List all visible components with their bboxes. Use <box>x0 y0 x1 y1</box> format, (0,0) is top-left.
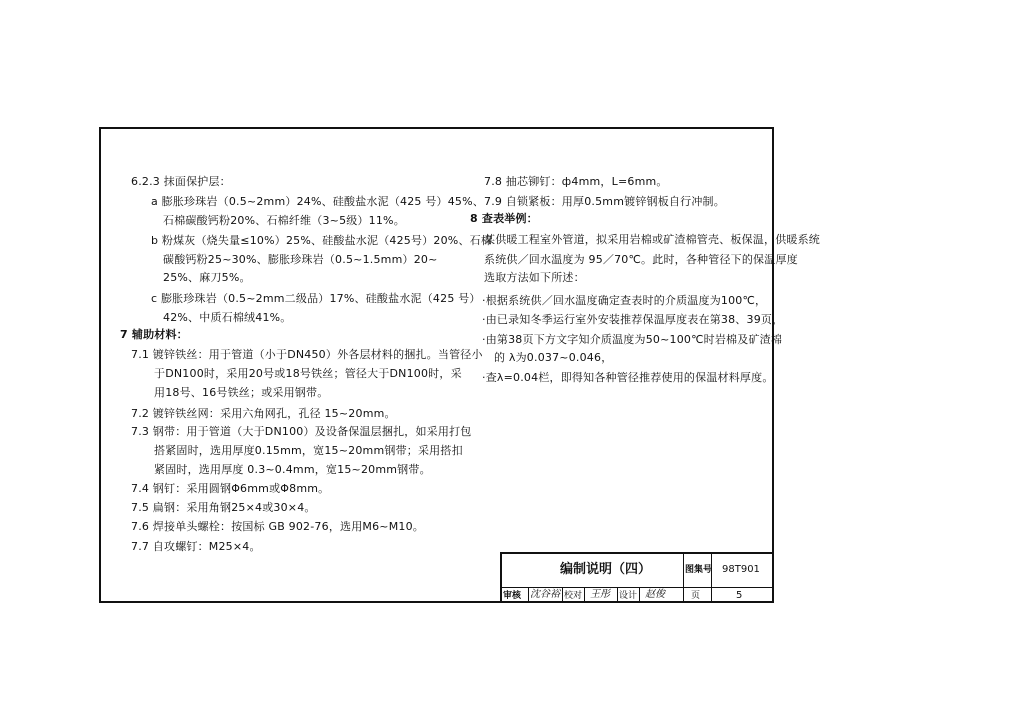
text-line: 25%、麻刀5%。 <box>163 271 251 284</box>
atlas-number-label: 图集号 <box>685 565 713 575</box>
check-label: 校对 <box>564 591 583 601</box>
title-block <box>500 552 774 603</box>
text-line: 7.4 钢钉：采用圆钢Φ6mm或Φ8mm。 <box>131 482 330 495</box>
text-line: 于DN100时，采用20号或18号铁丝；管径大于DN100时，采 <box>154 367 462 380</box>
page-label: 页 <box>691 591 701 601</box>
text-line: a 膨胀珍珠岩（0.5~2mm）24%、硅酸盐水泥（425 号）45%、 <box>151 195 484 208</box>
text-line: 7.3 钢带：用于管道（大于DN100）及设备保温层捆扎，如采用打包 <box>131 425 472 438</box>
text-line: ·由已录知冬季运行室外安装推荐保温厚度表在第38、39页， <box>482 313 784 326</box>
text-line: 6.2.3 抹面保护层： <box>131 175 231 188</box>
text-line: 系统供／回水温度为 95／70℃。此时，各种管径下的保温厚度 <box>484 253 798 266</box>
design-signature: 赵俊 <box>645 589 665 600</box>
atlas-number: 98T901 <box>722 564 760 575</box>
text-line: 用18号、16号铁丝；或采用钢带。 <box>154 386 329 399</box>
text-line: 搭紧固时，选用厚度0.15mm，宽15~20mm钢带；采用搭扣 <box>154 444 463 457</box>
page-number: 5 <box>736 590 743 601</box>
text-line: c 膨胀珍珠岩（0.5~2mm二级品）17%、硅酸盐水泥（425 号） <box>151 292 481 305</box>
text-line: 42%、中质石棉绒41%。 <box>163 311 292 324</box>
text-line: b 粉煤灰（烧失量≤10%）25%、硅酸盐水泥（425号）20%、石棉 <box>151 234 493 247</box>
text-line: 的 λ为0.037~0.046， <box>494 351 613 364</box>
text-line: 选取方法如下所述： <box>484 271 585 284</box>
review-signature: 沈谷裕 <box>530 589 560 600</box>
review-label: 审核 <box>503 591 522 601</box>
section-heading: 8 查表举例： <box>470 212 538 225</box>
text-line: ·由第38页下方文字知介质温度为50~100℃时岩棉及矿渣棉 <box>482 333 783 346</box>
text-line: 石棉碳酸钙粉20%、石棉纤维（3~5级）11%。 <box>163 214 405 227</box>
text-line: 7.8 抽芯铆钉：ф4mm，L=6mm。 <box>484 175 668 188</box>
text-line: 7.6 焊接单头螺栓：按国标 GB 902-76，选用M6~M10。 <box>131 520 425 533</box>
text-line: ·查λ=0.04栏，即得知各种管径推荐使用的保温材料厚度。 <box>482 371 774 384</box>
design-label: 设计 <box>619 591 638 601</box>
check-signature: 王彤 <box>590 589 610 600</box>
text-line: 7.9 自锁紧板：用厚0.5mm镀锌钢板自行冲制。 <box>484 195 725 208</box>
text-line: 碳酸钙粉25~30%、膨胀珍珠岩（0.5~1.5mm）20~ <box>163 253 438 266</box>
section-heading: 7 辅助材料： <box>120 328 188 341</box>
text-line: 7.1 镀锌铁丝：用于管道（小于DN450）外各层材料的捆扎。当管径小 <box>131 348 483 361</box>
text-line: 7.5 扁钢：采用角钢25×4或30×4。 <box>131 501 316 514</box>
text-line: ·根据系统供／回水温度确定查表时的介质温度为100℃， <box>482 294 767 307</box>
text-line: 紧固时，选用厚度 0.3~0.4mm，宽15~20mm钢带。 <box>154 463 431 476</box>
text-line: 7.7 自攻螺钉：M25×4。 <box>131 540 261 553</box>
text-line: 7.2 镀锌铁丝网：采用六角网孔，孔径 15~20mm。 <box>131 407 396 420</box>
text-line: 某供暖工程室外管道，拟采用岩棉或矿渣棉管壳、板保温，供暖系统 <box>484 233 820 246</box>
drawing-title: 编制说明（四） <box>560 562 652 577</box>
